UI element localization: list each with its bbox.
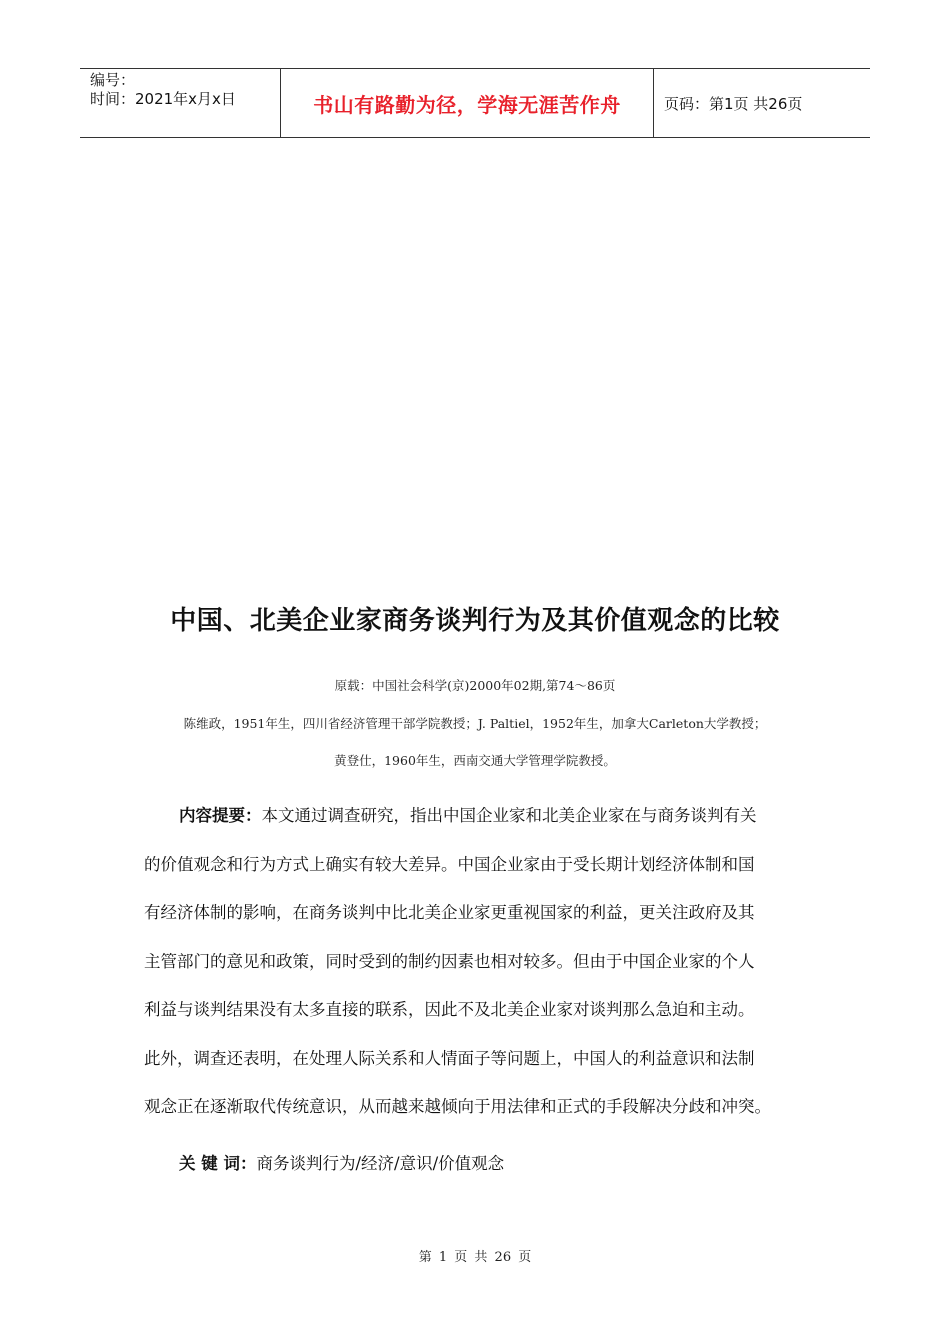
- abstract-label: 内容提要：: [179, 806, 262, 825]
- abstract-line: 主管部门的意见和政策，同时受到的制约因素也相对较多。但由于中国企业家的个人: [144, 951, 755, 971]
- abstract: [144, 798, 814, 1138]
- article-title: 中国、北美企业家商务谈判行为及其价值观念的比较: [170, 606, 780, 636]
- abstract-line: 利益与谈判结果没有太多直接的联系，因此不及北美企业家对谈判那么急迫和主动。: [144, 1000, 755, 1019]
- abstract-line-text: 本文通过调查研究，指出中国企业家和北美企业家在与商务谈判有关: [261, 806, 757, 825]
- time-label: 时间：2021年x月x日: [90, 90, 236, 108]
- article-authors-line-1: 陈维政，1951年生，四川省经济管理干部学院教授；J. Paltiel，1952年生，加拿大Carleton大学教授；: [183, 716, 767, 731]
- keywords-text: 商务谈判行为/经济/意识/价值观念: [256, 1154, 505, 1173]
- keywords: [179, 1146, 504, 1182]
- keywords-label: 关 键 词：: [179, 1154, 257, 1173]
- article-authors-line-2: 黄登仕，1960年生，西南交通大学管理学院教授。: [334, 753, 616, 768]
- header-page-info: 页码：第1页 共26页: [664, 94, 803, 113]
- header-motto: 书山有路勤为径，学海无涯苦作舟: [281, 69, 654, 137]
- number-label: 编号：: [90, 71, 136, 89]
- abstract-line: 观念正在逐渐取代传统意识，从而越来越倾向于用法律和正式的手段解决分歧和冲突。: [144, 1097, 771, 1116]
- abstract-line: 的价值观念和行为方式上确实有较大差异。中国企业家由于受长期计划经济体制和国: [144, 854, 755, 874]
- header-info-cell: [80, 69, 281, 137]
- abstract-line: [144, 798, 814, 847]
- article-source: 原载：中国社会科学(京)2000年02期,第74～86页: [334, 678, 616, 693]
- abstract-line: 此外，调查还表明，在处理人际关系和人情面子等问题上，中国人的利益意识和法制: [144, 1048, 755, 1068]
- document-header: [80, 68, 870, 138]
- page-footer: 第 1 页 共 26 页: [418, 1250, 532, 1265]
- abstract-line: 有经济体制的影响，在商务谈判中比北美企业家更重视国家的利益，更关注政府及其: [144, 903, 755, 922]
